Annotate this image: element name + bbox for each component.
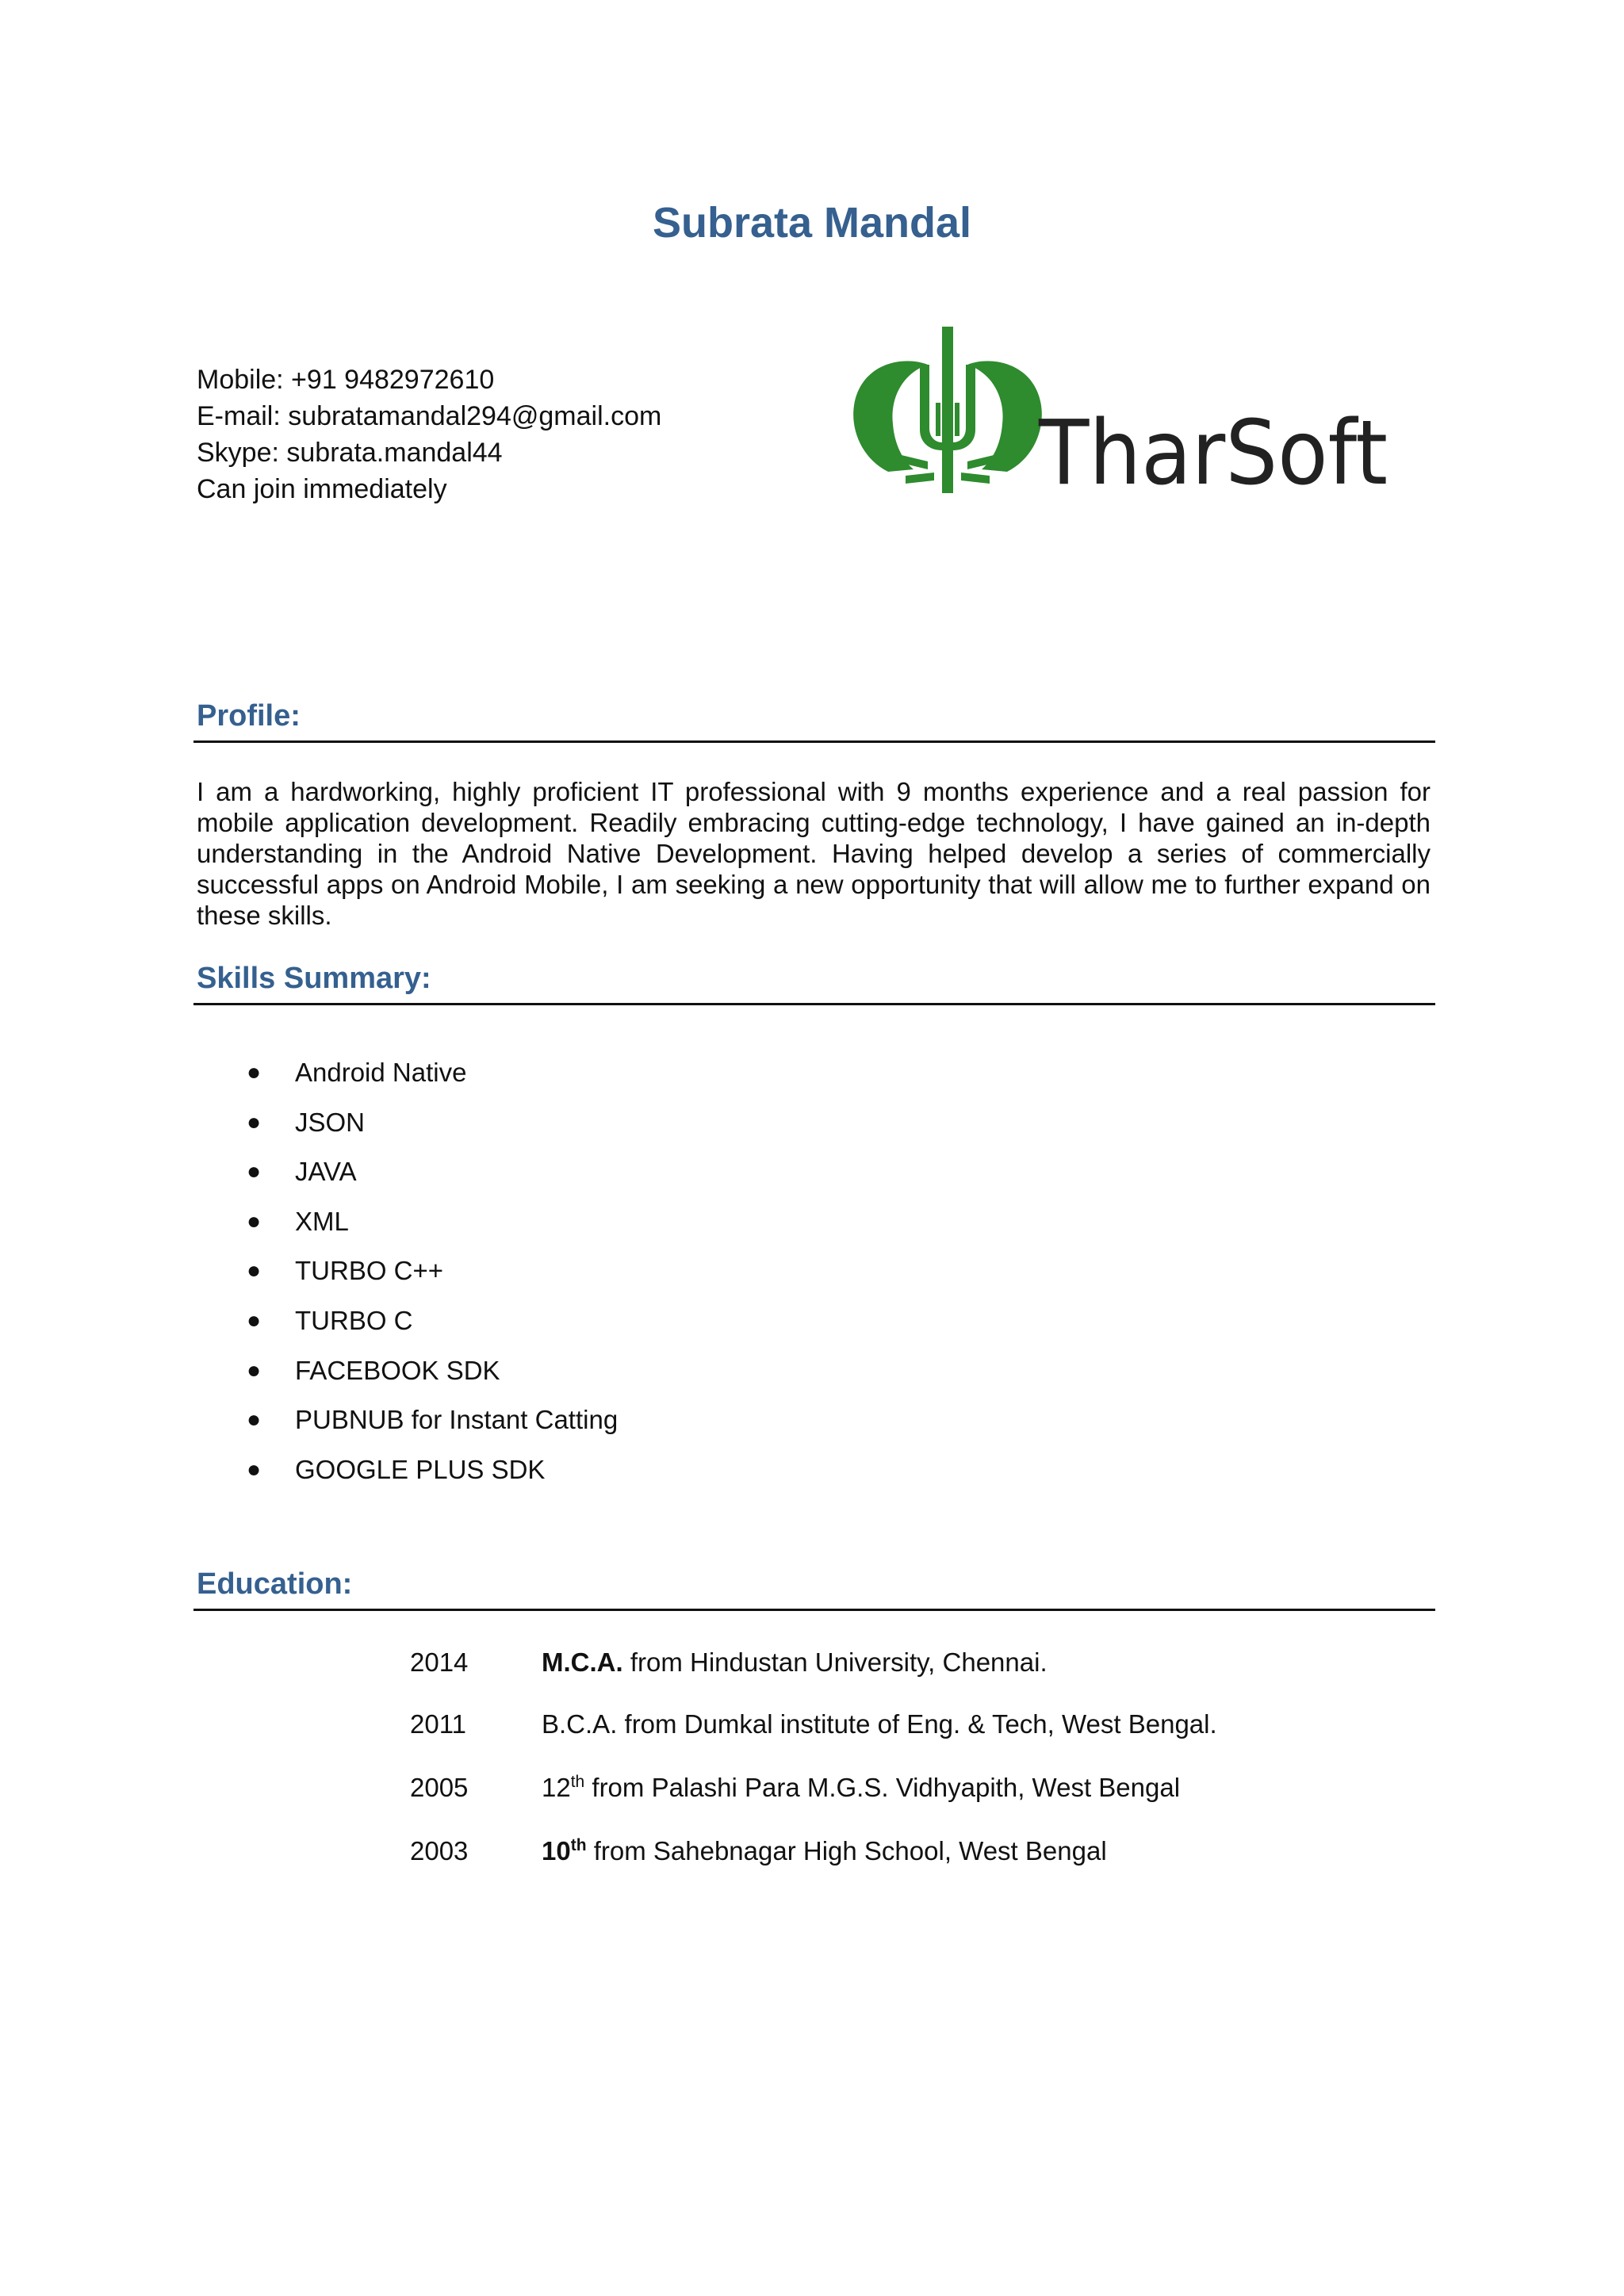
bullet-icon: ● [247,1406,262,1433]
list-item: ● PUBNUB for Instant Catting [197,1395,618,1445]
skills-list [197,1048,618,1494]
list-item: ● GOOGLE PLUS SDK [197,1445,618,1495]
contact-skype: Skype: subrata.mandal44 [197,438,503,468]
bullet-icon: ● [247,1257,262,1284]
education-detail: 12th from Palashi Para M.G.S. Vidhyapith, West Bengal [542,1773,1181,1802]
profile-divider [193,740,1435,743]
profile-paragraph: I am a hardworking, highly proficient IT professional with 9 months experience and a real passion for mobile application development. Readily embracing cutting-edge technology, I have gained an in-depth understanding in the Android Native Development. Having helped develop a series of commercially successful apps on Android Mobile, I am seeking a new opportunity that will allow me to further expand on these skills. [197,777,1431,930]
tharsoft-logo [841,317,1396,507]
contact-email: E-mail: subratamandal294@gmail.com [197,401,662,431]
list-item: ● TURBO C [197,1296,618,1346]
education-detail: B.C.A. from Dumkal institute of Eng. & Tech, West Bengal. [542,1709,1217,1739]
education-detail: M.C.A. from Hindustan University, Chennai. [542,1647,1048,1677]
list-item: ● FACEBOOK SDK [197,1346,618,1396]
education-divider [193,1609,1435,1611]
bullet-icon: ● [247,1207,262,1234]
skills-heading: Skills Summary: [197,962,431,995]
profile-heading: Profile: [197,699,301,733]
contact-availability: Can join immediately [197,474,447,504]
education-year: 2005 [410,1773,469,1802]
logo-wordmark: TharSoft [1038,402,1388,505]
education-year: 2003 [410,1836,469,1866]
bullet-icon: ● [247,1357,262,1383]
education-detail: 10th from Sahebnagar High School, West Bengal [542,1836,1107,1866]
list-item: ● JSON [197,1098,618,1148]
list-item: ● Android Native [197,1048,618,1098]
education-heading: Education: [197,1567,353,1601]
contact-block [197,362,661,507]
education-year: 2014 [410,1647,469,1677]
candidate-name: Subrata Mandal [652,199,972,247]
list-item: ● JAVA [197,1147,618,1197]
bullet-icon: ● [247,1456,262,1483]
list-item: ● TURBO C++ [197,1246,618,1296]
bullet-icon: ● [247,1307,262,1334]
tharsoft-emblem-icon [853,327,1042,493]
bullet-icon: ● [247,1158,262,1185]
list-item: ● XML [197,1197,618,1247]
education-year: 2011 [410,1709,466,1739]
contact-mobile: Mobile: +91 9482972610 [197,365,495,395]
skills-divider [193,1003,1435,1005]
bullet-icon: ● [247,1059,262,1085]
bullet-icon: ● [247,1108,262,1135]
